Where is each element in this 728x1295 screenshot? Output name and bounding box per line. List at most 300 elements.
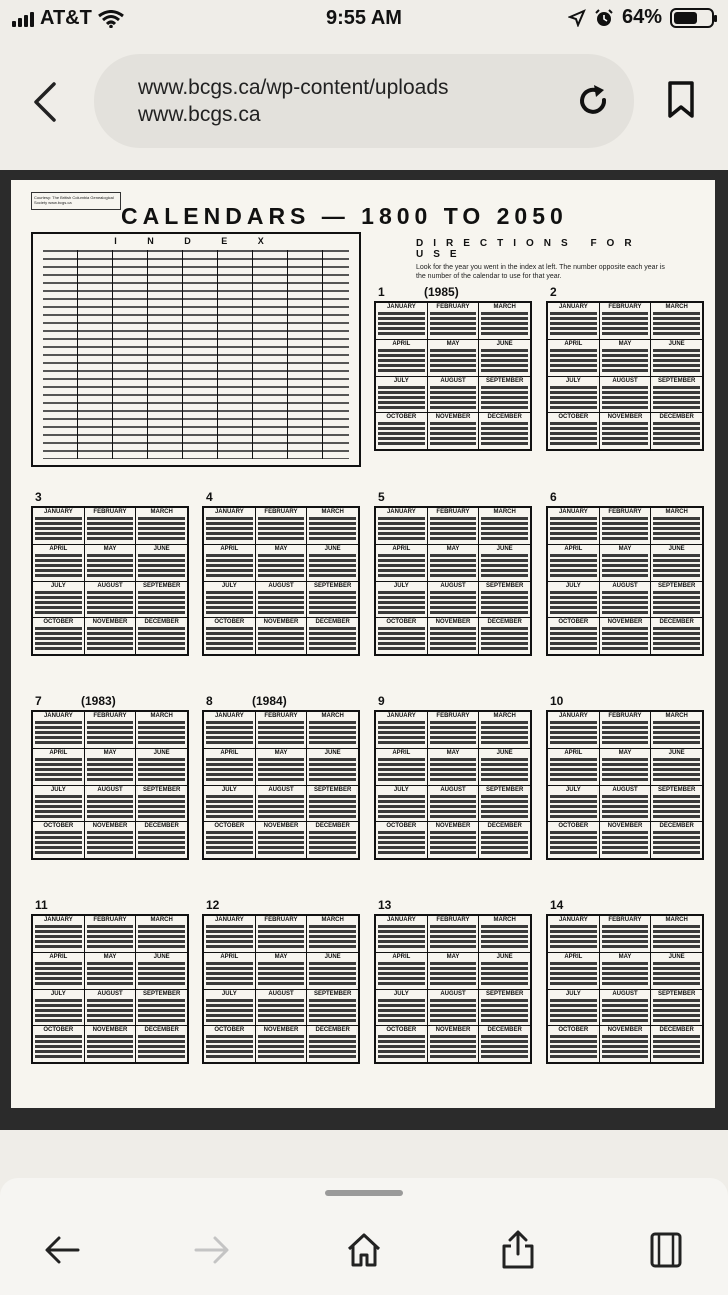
calendar-block xyxy=(546,694,704,860)
month-name: FEBRUARY xyxy=(436,304,470,310)
month-name: MAY xyxy=(618,340,632,347)
month-cell xyxy=(376,508,427,544)
month-days xyxy=(653,962,700,987)
month-grid xyxy=(202,710,360,860)
month-days xyxy=(430,999,477,1024)
month-days xyxy=(602,517,649,542)
calendar-block xyxy=(374,285,532,451)
month-cell xyxy=(85,1026,136,1062)
month-cell xyxy=(548,990,599,1026)
month-days xyxy=(206,517,253,542)
month-days xyxy=(481,312,528,337)
month-name: AUGUST xyxy=(612,377,638,384)
month-days xyxy=(653,721,700,746)
month-cell xyxy=(479,916,530,952)
month-days xyxy=(87,721,134,746)
month-days xyxy=(378,591,425,616)
month-name: APRIL xyxy=(49,749,68,756)
month-cell xyxy=(479,303,530,339)
month-days xyxy=(378,925,425,950)
calendar-year: (1983) xyxy=(81,694,116,708)
calendar-year: (1984) xyxy=(252,694,287,708)
month-cell xyxy=(479,749,530,785)
month-days xyxy=(602,349,649,374)
month-days xyxy=(206,925,253,950)
month-cell xyxy=(376,953,427,989)
month-name: MARCH xyxy=(493,713,516,719)
month-cell xyxy=(307,822,358,858)
status-bar xyxy=(0,0,728,40)
month-name: JULY xyxy=(50,786,66,793)
month-name: JUNE xyxy=(496,545,513,552)
month-name: JULY xyxy=(221,990,237,997)
month-name: JANUARY xyxy=(43,917,73,923)
month-days xyxy=(602,312,649,337)
location-icon xyxy=(568,9,586,27)
month-cell xyxy=(479,508,530,544)
month-name: FEBRUARY xyxy=(264,509,298,515)
month-name: JULY xyxy=(50,582,66,589)
month-days xyxy=(87,962,134,987)
month-cell xyxy=(548,916,599,952)
month-name: JUNE xyxy=(153,545,170,552)
page-back-icon[interactable] xyxy=(30,80,60,124)
month-days xyxy=(87,517,134,542)
calendar-number: 14 xyxy=(550,898,564,912)
month-grid xyxy=(202,506,360,656)
month-name: DECEMBER xyxy=(315,1027,350,1034)
month-name: JUNE xyxy=(153,953,170,960)
calendar-block xyxy=(31,898,189,1064)
month-name: DECEMBER xyxy=(144,619,179,626)
month-name: OCTOBER xyxy=(558,1027,589,1034)
month-days xyxy=(481,422,528,447)
month-name: OCTOBER xyxy=(558,823,589,830)
month-name: MARCH xyxy=(665,304,688,310)
month-name: MAY xyxy=(274,545,288,552)
month-cell xyxy=(85,545,136,581)
month-days xyxy=(258,1035,305,1060)
month-days xyxy=(378,517,425,542)
month-days xyxy=(378,721,425,746)
month-cell xyxy=(479,340,530,376)
month-days xyxy=(481,925,528,950)
month-cell xyxy=(651,990,702,1026)
month-cell xyxy=(428,712,479,748)
month-cell xyxy=(651,545,702,581)
month-days xyxy=(430,795,477,820)
month-cell xyxy=(479,786,530,822)
month-name: FEBRUARY xyxy=(93,713,127,719)
month-cell xyxy=(85,990,136,1026)
month-name: MAY xyxy=(446,545,460,552)
month-name: JULY xyxy=(393,990,409,997)
month-name: MARCH xyxy=(150,509,173,515)
month-name: APRIL xyxy=(392,749,411,756)
month-name: NOVEMBER xyxy=(435,823,471,830)
month-days xyxy=(138,554,185,579)
month-name: JULY xyxy=(50,990,66,997)
month-cell xyxy=(428,340,479,376)
month-cell xyxy=(256,508,307,544)
month-cell xyxy=(204,712,255,748)
month-name: JULY xyxy=(565,990,581,997)
month-name: DECEMBER xyxy=(487,823,522,830)
month-days xyxy=(550,999,597,1024)
month-cell xyxy=(204,582,255,618)
month-days xyxy=(481,591,528,616)
month-cell xyxy=(428,413,479,449)
month-days xyxy=(258,758,305,783)
calendar-document xyxy=(11,180,715,1108)
month-days xyxy=(602,422,649,447)
month-days xyxy=(206,795,253,820)
month-cell xyxy=(307,618,358,654)
month-name: MAY xyxy=(446,749,460,756)
month-name: DECEMBER xyxy=(144,823,179,830)
month-days xyxy=(653,554,700,579)
month-cell xyxy=(548,618,599,654)
month-days xyxy=(206,721,253,746)
month-cell xyxy=(136,822,187,858)
forward-icon[interactable] xyxy=(192,1230,232,1270)
month-days xyxy=(602,925,649,950)
month-cell xyxy=(307,1026,358,1062)
status-right xyxy=(568,6,714,29)
month-cell xyxy=(651,582,702,618)
month-days xyxy=(206,627,253,652)
month-name: JANUARY xyxy=(43,713,73,719)
month-days xyxy=(309,627,356,652)
month-name: JULY xyxy=(393,377,409,384)
month-days xyxy=(138,999,185,1024)
month-days xyxy=(206,999,253,1024)
calendar-block xyxy=(374,898,532,1064)
month-cell xyxy=(600,618,651,654)
month-days xyxy=(550,386,597,411)
month-name: OCTOBER xyxy=(43,1027,74,1034)
month-days xyxy=(138,627,185,652)
month-cell xyxy=(204,822,255,858)
month-cell xyxy=(33,712,84,748)
month-days xyxy=(602,999,649,1024)
month-days xyxy=(309,999,356,1024)
month-cell xyxy=(651,413,702,449)
month-name: JANUARY xyxy=(558,509,588,515)
month-name: NOVEMBER xyxy=(607,619,643,626)
month-name: AUGUST xyxy=(97,582,123,589)
month-cell xyxy=(548,822,599,858)
calendar-number: 4 xyxy=(206,490,213,504)
month-name: APRIL xyxy=(564,749,583,756)
month-cell xyxy=(479,618,530,654)
month-days xyxy=(430,591,477,616)
month-cell xyxy=(479,582,530,618)
month-name: MAY xyxy=(618,953,632,960)
month-days xyxy=(550,422,597,447)
month-name: NOVEMBER xyxy=(263,1027,299,1034)
month-days xyxy=(35,795,82,820)
directions-text: Look for the year you went in the index at left. The number opposite each year is the number of the calendar to use for that year. xyxy=(416,264,665,280)
month-cell xyxy=(479,990,530,1026)
month-days xyxy=(550,1035,597,1060)
month-cell xyxy=(548,1026,599,1062)
month-days xyxy=(309,1035,356,1060)
month-cell xyxy=(307,953,358,989)
month-days xyxy=(550,925,597,950)
month-days xyxy=(35,758,82,783)
month-cell xyxy=(428,618,479,654)
month-cell xyxy=(651,749,702,785)
month-name: OCTOBER xyxy=(214,619,245,626)
month-name: AUGUST xyxy=(440,377,466,384)
credit-box: Courtesy: The British Columbia Genealogical Society www.bcgs.ca xyxy=(31,192,121,210)
month-name: JULY xyxy=(221,582,237,589)
month-name: JANUARY xyxy=(386,713,416,719)
month-days xyxy=(258,554,305,579)
month-cell xyxy=(136,1026,187,1062)
clock: 9:55 AM xyxy=(326,7,402,29)
month-days xyxy=(550,312,597,337)
month-days xyxy=(378,962,425,987)
month-cell xyxy=(548,953,599,989)
month-name: MARCH xyxy=(493,304,516,310)
month-name: JUNE xyxy=(668,545,685,552)
month-days xyxy=(550,591,597,616)
month-cell xyxy=(136,749,187,785)
month-days xyxy=(653,517,700,542)
month-cell xyxy=(548,303,599,339)
month-cell xyxy=(600,413,651,449)
month-days xyxy=(430,386,477,411)
month-grid xyxy=(202,914,360,1064)
month-name: MAY xyxy=(274,749,288,756)
month-name: NOVEMBER xyxy=(435,1027,471,1034)
month-cell xyxy=(33,545,84,581)
month-name: SEPTEMBER xyxy=(485,786,524,793)
month-days xyxy=(309,925,356,950)
month-days xyxy=(378,312,425,337)
month-days xyxy=(378,627,425,652)
month-name: AUGUST xyxy=(268,990,294,997)
month-days xyxy=(258,925,305,950)
battery-percent: 64% xyxy=(621,6,662,28)
month-name: AUGUST xyxy=(440,990,466,997)
month-days xyxy=(87,831,134,856)
month-name: JANUARY xyxy=(214,509,244,515)
month-name: JANUARY xyxy=(386,304,416,310)
month-name: NOVEMBER xyxy=(92,823,128,830)
month-cell xyxy=(204,1026,255,1062)
month-cell xyxy=(548,340,599,376)
month-name: DECEMBER xyxy=(315,823,350,830)
month-cell xyxy=(307,508,358,544)
month-cell xyxy=(479,712,530,748)
month-days xyxy=(481,721,528,746)
alarm-icon xyxy=(594,8,614,28)
month-days xyxy=(206,758,253,783)
month-days xyxy=(258,591,305,616)
month-days xyxy=(653,312,700,337)
month-cell xyxy=(256,990,307,1026)
calendar-number: 10 xyxy=(550,694,564,708)
month-days xyxy=(309,795,356,820)
calendar-block xyxy=(31,490,189,656)
month-cell xyxy=(600,377,651,413)
month-days xyxy=(309,721,356,746)
month-cell xyxy=(600,916,651,952)
page-content[interactable] xyxy=(0,170,728,1130)
month-days xyxy=(35,554,82,579)
month-cell xyxy=(479,545,530,581)
month-name: JANUARY xyxy=(214,713,244,719)
home-icon[interactable] xyxy=(344,1230,384,1270)
month-cell xyxy=(651,916,702,952)
month-days xyxy=(653,386,700,411)
month-cell xyxy=(85,822,136,858)
reload-icon[interactable] xyxy=(574,82,612,120)
calendar-number: 3 xyxy=(35,490,42,504)
month-cell xyxy=(651,712,702,748)
month-days xyxy=(378,1035,425,1060)
month-name: DECEMBER xyxy=(487,619,522,626)
sheet-handle[interactable] xyxy=(325,1190,403,1196)
tabs-icon[interactable] xyxy=(646,1230,686,1270)
month-cell xyxy=(479,953,530,989)
month-cell xyxy=(204,990,255,1026)
month-name: AUGUST xyxy=(612,786,638,793)
month-name: AUGUST xyxy=(440,582,466,589)
month-name: FEBRUARY xyxy=(436,917,470,923)
month-days xyxy=(35,721,82,746)
month-cell xyxy=(548,712,599,748)
month-cell xyxy=(428,786,479,822)
month-cell xyxy=(548,545,599,581)
month-name: SEPTEMBER xyxy=(485,582,524,589)
month-cell xyxy=(600,749,651,785)
month-grid xyxy=(31,710,189,860)
month-cell xyxy=(600,712,651,748)
month-cell xyxy=(33,1026,84,1062)
month-name: AUGUST xyxy=(612,990,638,997)
month-days xyxy=(602,1035,649,1060)
month-cell xyxy=(136,786,187,822)
month-days xyxy=(378,758,425,783)
month-days xyxy=(258,795,305,820)
month-name: SEPTEMBER xyxy=(313,582,352,589)
month-cell xyxy=(428,749,479,785)
month-name: DECEMBER xyxy=(659,414,694,421)
calendar-block xyxy=(202,898,360,1064)
month-days xyxy=(602,721,649,746)
month-cell xyxy=(307,749,358,785)
month-days xyxy=(138,591,185,616)
month-name: JULY xyxy=(565,377,581,384)
month-days xyxy=(481,999,528,1024)
month-name: SEPTEMBER xyxy=(142,582,181,589)
bookmark-icon[interactable] xyxy=(664,80,698,120)
month-name: APRIL xyxy=(392,545,411,552)
month-cell xyxy=(307,712,358,748)
calendar-number: 2 xyxy=(550,285,557,299)
month-cell xyxy=(548,582,599,618)
month-name: JUNE xyxy=(324,953,341,960)
month-cell xyxy=(548,749,599,785)
month-days xyxy=(430,554,477,579)
month-cell xyxy=(600,303,651,339)
month-name: OCTOBER xyxy=(386,619,417,626)
month-cell xyxy=(307,990,358,1026)
month-days xyxy=(309,831,356,856)
month-name: MARCH xyxy=(321,713,344,719)
month-cell xyxy=(376,303,427,339)
month-grid xyxy=(546,710,704,860)
month-days xyxy=(430,422,477,447)
month-days xyxy=(653,831,700,856)
month-cell xyxy=(85,953,136,989)
month-cell xyxy=(376,822,427,858)
share-icon[interactable] xyxy=(498,1230,538,1270)
month-name: MARCH xyxy=(493,917,516,923)
month-cell xyxy=(376,786,427,822)
month-days xyxy=(206,1035,253,1060)
month-days xyxy=(309,758,356,783)
month-name: MAY xyxy=(274,953,288,960)
month-name: JANUARY xyxy=(386,917,416,923)
month-days xyxy=(653,925,700,950)
month-cell xyxy=(33,582,84,618)
month-days xyxy=(602,831,649,856)
month-cell xyxy=(204,953,255,989)
month-name: MAY xyxy=(618,749,632,756)
month-cell xyxy=(136,582,187,618)
month-name: FEBRUARY xyxy=(264,713,298,719)
month-cell xyxy=(85,582,136,618)
month-name: DECEMBER xyxy=(659,823,694,830)
url-field[interactable] xyxy=(94,54,634,148)
month-cell xyxy=(428,990,479,1026)
month-days xyxy=(653,627,700,652)
month-name: APRIL xyxy=(564,953,583,960)
month-cell xyxy=(479,822,530,858)
month-name: NOVEMBER xyxy=(263,619,299,626)
month-name: MAY xyxy=(103,749,117,756)
year-index-table xyxy=(31,232,361,467)
month-days xyxy=(35,962,82,987)
month-cell xyxy=(33,618,84,654)
month-name: NOVEMBER xyxy=(607,1027,643,1034)
month-days xyxy=(430,831,477,856)
month-cell xyxy=(204,545,255,581)
month-days xyxy=(258,627,305,652)
month-name: JUNE xyxy=(496,749,513,756)
month-days xyxy=(35,831,82,856)
month-days xyxy=(138,831,185,856)
month-name: DECEMBER xyxy=(487,1027,522,1034)
month-grid xyxy=(31,914,189,1064)
month-cell xyxy=(376,377,427,413)
month-days xyxy=(378,999,425,1024)
month-days xyxy=(309,554,356,579)
month-name: OCTOBER xyxy=(558,619,589,626)
back-icon[interactable] xyxy=(42,1230,82,1270)
month-cell xyxy=(651,508,702,544)
month-cell xyxy=(256,712,307,748)
month-days xyxy=(35,999,82,1024)
month-cell xyxy=(256,916,307,952)
month-name: SEPTEMBER xyxy=(657,582,696,589)
month-cell xyxy=(651,786,702,822)
